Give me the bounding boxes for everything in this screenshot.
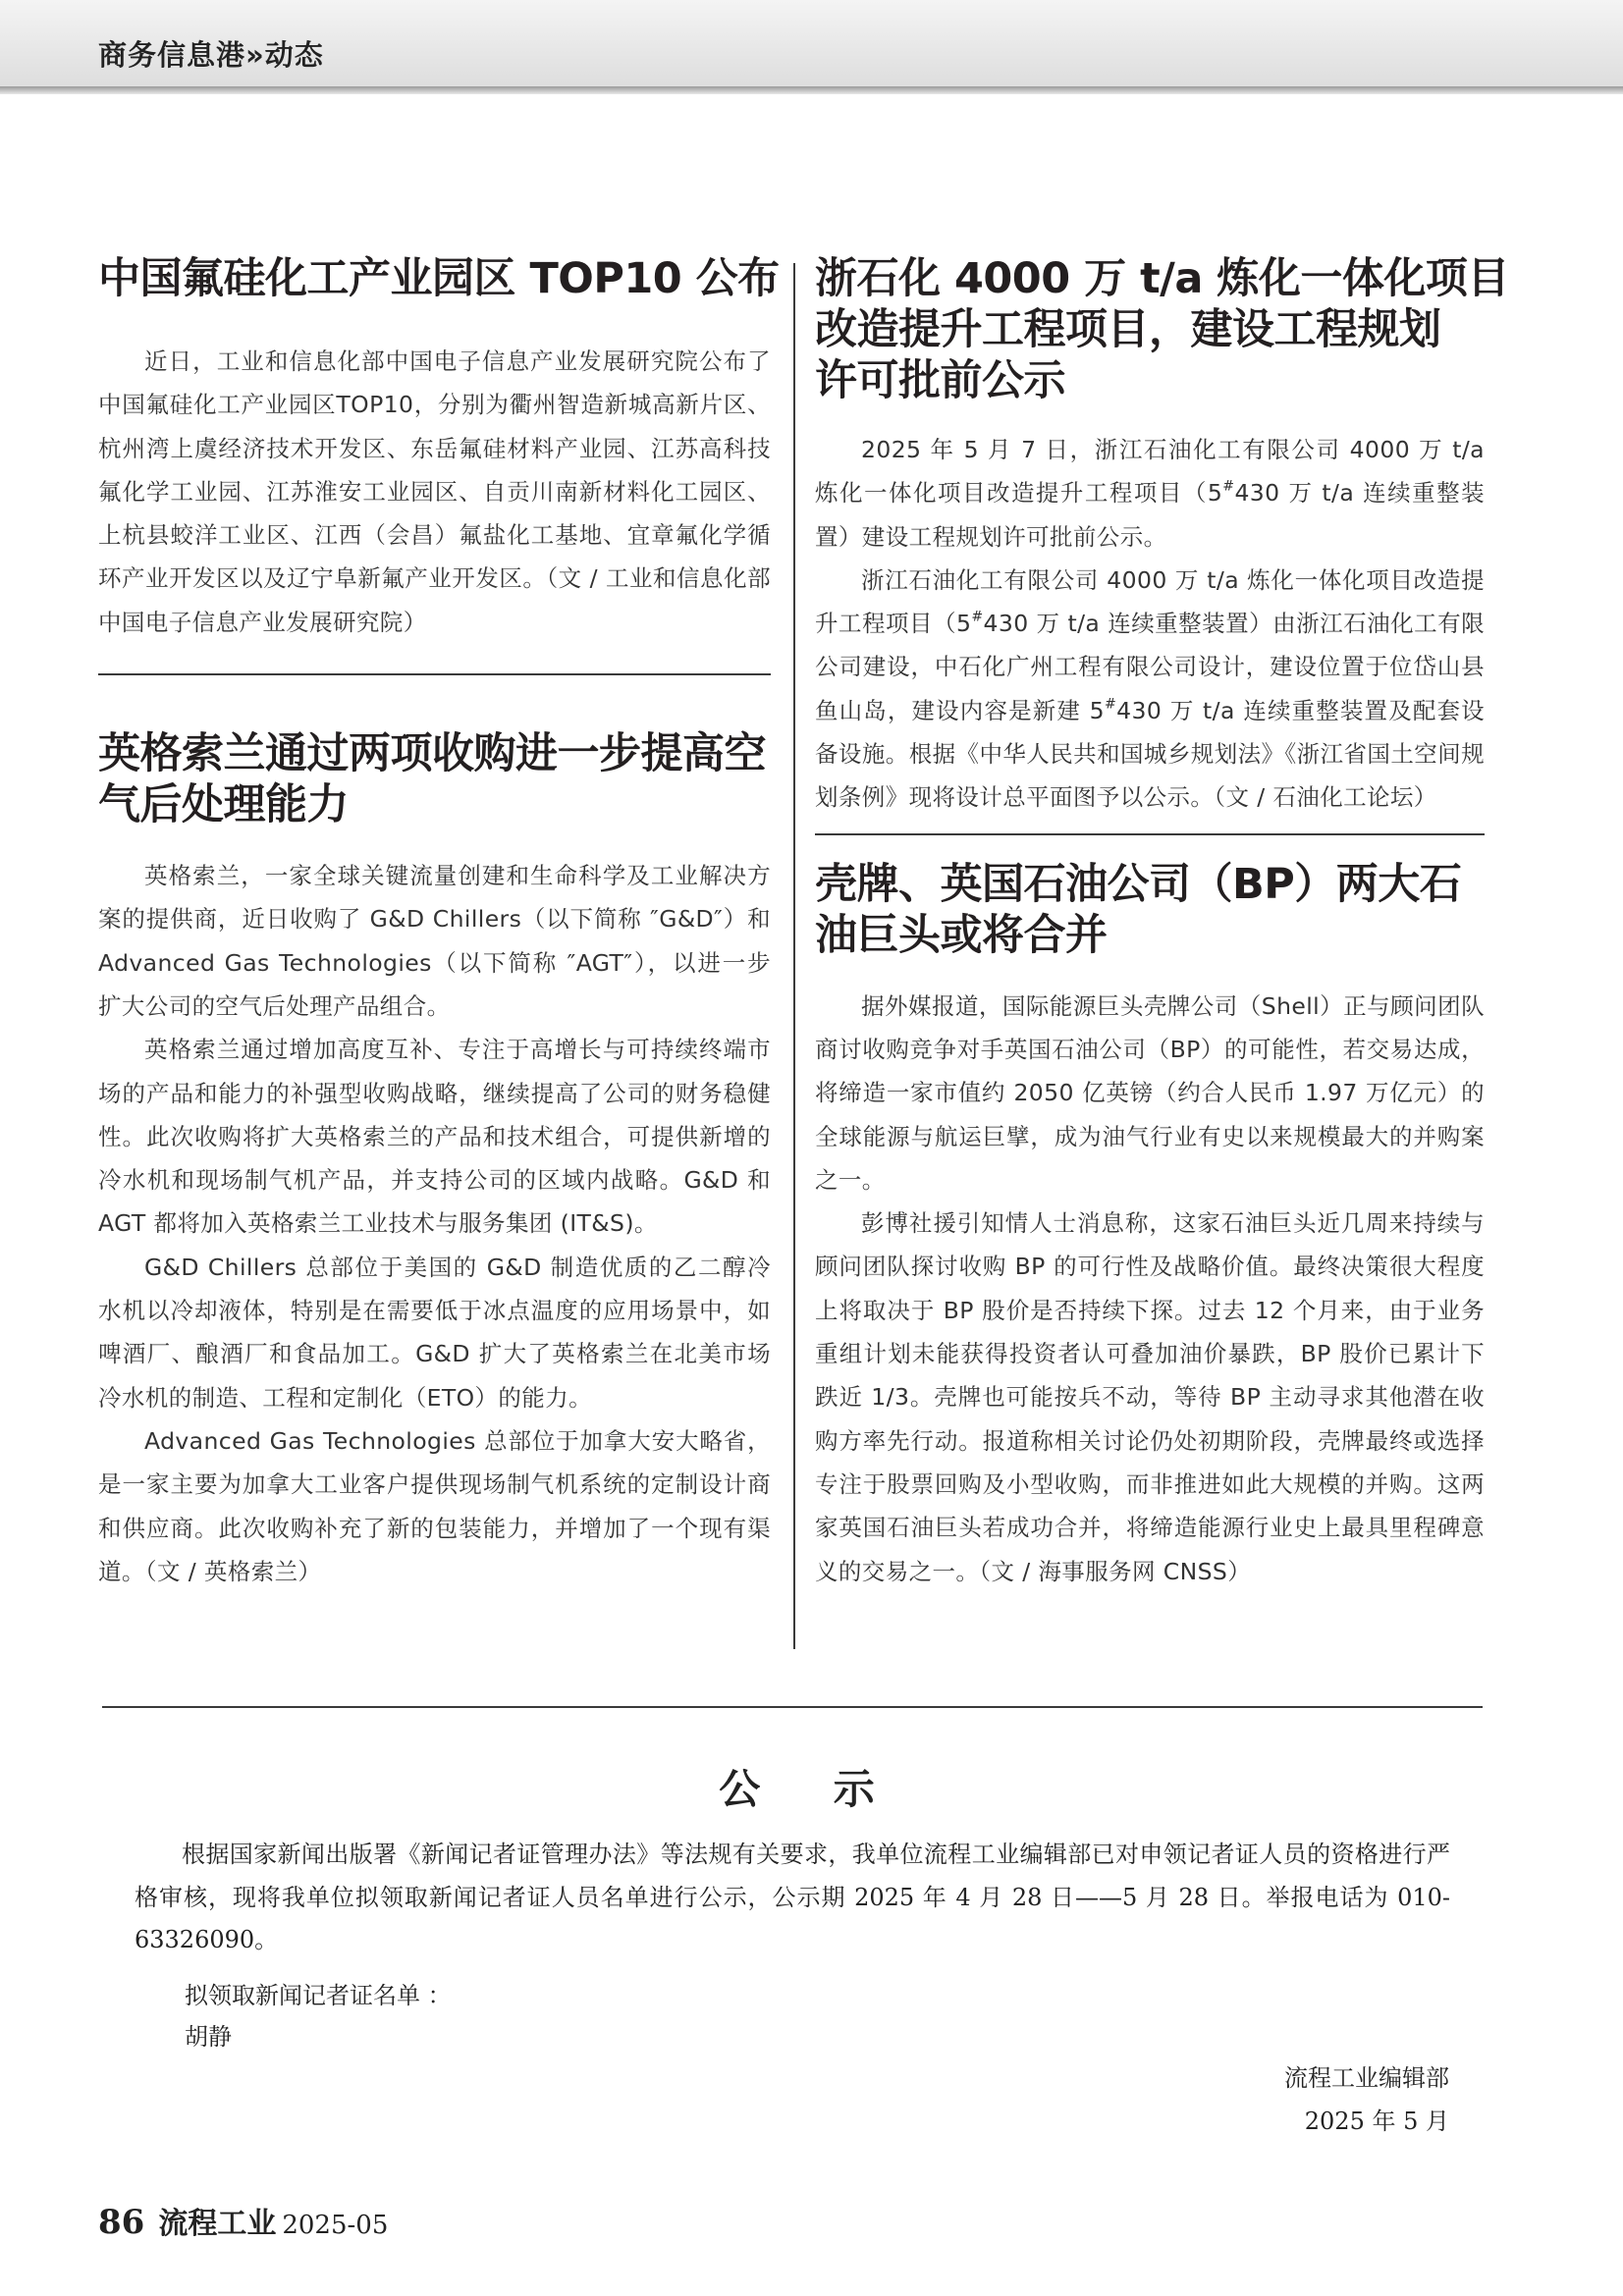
notice-title: 公 示 bbox=[719, 1765, 904, 1813]
notice-divider bbox=[102, 1706, 1483, 1708]
article-title-line: 改造提升工程项目，建设工程规划 bbox=[815, 305, 1441, 354]
article-divider bbox=[815, 833, 1485, 835]
article-paragraph: 近日，工业和信息化部中国电子信息产业发展研究院公布了中国氟硅化工产业园区TOP10，分别为衢州智造新城高新片区、杭州湾上虞经济技术开发区、东岳氟硅材料产业园、江苏高科技氟化学工业园、江苏淮安工业园区、自贡川南新材料化工园区、上杭县蛟洋工业区、江西（会昌）氟盐化工基地、宜章氟化学循环产业开发区以及辽宁阜新氟产业开发区。（文 / 工业和信息化部中国电子信息产业发展研究院） bbox=[98, 347, 771, 636]
article-paragraph: 彭博社援引知情人士消息称，这家石油巨头近几周来持续与顾问团队探讨收购 BP 的可行性及战略价值。最终决策很大程度上将取决于 BP 股价是否持续下探。过去 12 个月来，由于业务重组计划未能获得投资者认可叠加油价暴跌，BP 股价已累计下跌近 1/3。壳牌也可能按兵不动，等待 BP 主动寻求其他潜在收购方率先行动。报道称相关讨论仍处初期阶段，壳牌最终或选择专注于股票回购及小型收购，而非推进如此大规模的并购。这两家英国石油巨头若成功合并，将缔造能源行业史上最具里程碑意义的交易之一。（文 / 海事服务网 CNSS） bbox=[815, 1209, 1485, 1585]
article-fluorosilicon-parks bbox=[98, 253, 780, 644]
article-shell-bp bbox=[815, 859, 1485, 1593]
notice-body: 根据国家新闻出版署《新闻记者证管理办法》等法规有关要求，我单位流程工业编辑部已对申领记者证人员的资格进行严格审核，现将我单位拟领取新闻记者证人员名单进行公示，公示期 2025 年 4 月 28 日——5 月 28 日。举报电话为 010-63326090。 bbox=[135, 1841, 1450, 1953]
notice-signature-org: 流程工业编辑部 bbox=[1284, 2064, 1449, 2092]
article-ingersoll-rand bbox=[98, 728, 771, 1593]
column-divider bbox=[793, 263, 795, 1649]
article-title-line: 浙石化 4000 万 t/a 炼化一体化项目 bbox=[815, 254, 1509, 303]
left-column bbox=[98, 253, 780, 1593]
article-zhejiang-petrochemical bbox=[815, 253, 1509, 820]
article-title bbox=[815, 253, 1509, 406]
article-title bbox=[98, 728, 771, 830]
article-title-line: 英格索兰通过两项收购进一步提高空 bbox=[98, 729, 766, 779]
article-title-line: 油巨头或将合并 bbox=[815, 910, 1108, 960]
section-label: 商务信息港»动态 bbox=[98, 38, 324, 72]
article-paragraph: G&D Chillers 总部位于美国的 G&D 制造优质的乙二醇冷水机以冷却液体，特别是在需要低于冰点温度的应用场景中，如啤酒厂、酿酒厂和食品加工。G&D 扩大了英格索兰在北美市场冷水机的制造、工程和定制化（ETO）的能力。 bbox=[98, 1253, 771, 1412]
issue-number: 2025-05 bbox=[282, 2211, 389, 2240]
right-column bbox=[815, 253, 1509, 1593]
article-title-line: 许可批前公示 bbox=[815, 356, 1065, 405]
article-paragraph: 2025 年 5 月 7 日，浙江石油化工有限公司 4000 万 t/a 炼化一体化项目改造提升工程项目（5#430 万 t/a 连续重整装置）建设工程规划许可批前公示。 bbox=[815, 436, 1485, 551]
page-number: 86 bbox=[98, 2203, 145, 2242]
header-shadow bbox=[0, 86, 1623, 94]
article-paragraph: 英格索兰，一家全球关键流量创建和生命科学及工业解决方案的提供商，近日收购了 G&D Chillers（以下简称 ″G&D″）和 Advanced Gas Technologies（以下简称 ″AGT″），以进一步扩大公司的空气后处理产品组合。 bbox=[98, 862, 771, 1020]
notice-list-label: 拟领取新闻记者证名单 ： bbox=[185, 1982, 452, 2009]
magazine-name: 流程工业 bbox=[158, 2207, 277, 2241]
notice-signature-date: 2025 年 5 月 bbox=[1304, 2108, 1449, 2135]
notice-name: 胡静 bbox=[185, 2023, 232, 2051]
article-divider bbox=[98, 673, 771, 675]
article-title bbox=[815, 859, 1485, 961]
article-paragraph: Advanced Gas Technologies 总部位于加拿大安大略省，是一家主要为加拿大工业客户提供现场制气机系统的定制设计商和供应商。此次收购补充了新的包装能力，并增加了一个现有渠道。（文 / 英格索兰） bbox=[98, 1426, 771, 1585]
article-paragraph: 英格索兰通过增加高度互补、专注于高增长与可持续终端市场的产品和能力的补强型收购战略，继续提高了公司的财务稳健性。此次收购将扩大英格索兰的产品和技术组合，可提供新增的冷水机和现场制气机产品，并支持公司的区域内战略。G&D 和 AGT 都将加入英格索兰工业技术与服务集团 (IT&S)。 bbox=[98, 1036, 771, 1238]
article-paragraph: 据外媒报道，国际能源巨头壳牌公司（Shell）正与顾问团队商讨收购竞争对手英国石油公司（BP）的可能性，若交易达成，将缔造一家市值约 2050 亿英镑（约合人民币 1.97 万亿元）的全球能源与航运巨擘，成为油气行业有史以来规模最大的并购案之一。 bbox=[815, 991, 1485, 1194]
article-title-line: 气后处理能力 bbox=[98, 780, 349, 830]
article-paragraph: 浙江石油化工有限公司 4000 万 t/a 炼化一体化项目改造提升工程项目（5#430 万 t/a 连续重整装置）由浙江石油化工有限公司建设，中石化广州工程有限公司设计，建设位置于位岱山县鱼山岛，建设内容是新建 5#430 万 t/a 连续重整装置及配套设备设施。根据《中华人民共和国城乡规划法》《浙江省国土空间规划条例》现将设计总平面图予以公示。（文 / 石油化工论坛） bbox=[815, 565, 1485, 812]
article-title: 中国氟硅化工产业园区 TOP10 公布 bbox=[98, 254, 780, 303]
article-title-line: 壳牌、英国石油公司（BP）两大石 bbox=[815, 859, 1462, 909]
page-footer bbox=[98, 2199, 388, 2242]
